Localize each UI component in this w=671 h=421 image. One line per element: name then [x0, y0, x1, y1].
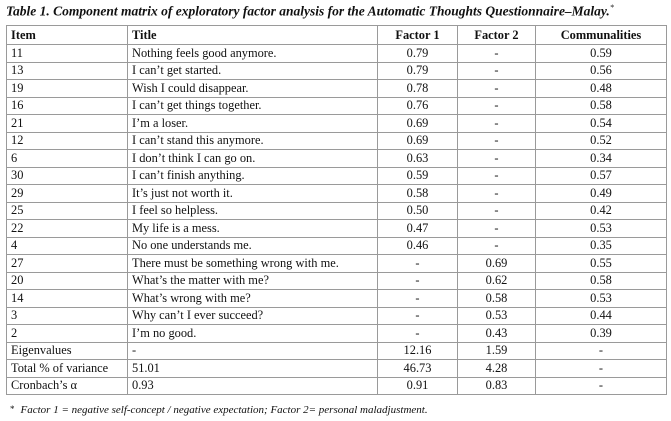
summary-label-cell: Cronbach’s α — [7, 377, 128, 395]
factor-1-loading-cell: 0.69 — [378, 115, 458, 133]
item-number-cell: 13 — [7, 62, 128, 80]
table-row — [7, 185, 667, 203]
table-row — [7, 115, 667, 133]
item-number-cell: 4 — [7, 237, 128, 255]
factor-2-loading-cell: - — [458, 167, 536, 185]
item-title-cell: I can’t get things together. — [128, 97, 378, 115]
factor-2-loading-cell: - — [458, 150, 536, 168]
summary-title-cell: 0.93 — [128, 377, 378, 395]
factor-1-loading-cell: 0.50 — [378, 202, 458, 220]
item-title-cell: I’m a loser. — [128, 115, 378, 133]
header-title: Title — [128, 26, 378, 45]
communality-cell: 0.39 — [536, 325, 667, 343]
factor-1-loading-cell: 0.78 — [378, 80, 458, 98]
communality-cell: 0.53 — [536, 220, 667, 238]
table-row — [7, 237, 667, 255]
table-row — [7, 45, 667, 63]
factor-1-loading-cell: - — [378, 290, 458, 308]
summary-factor-2-cell: 0.83 — [458, 377, 536, 395]
item-title-cell: No one understands me. — [128, 237, 378, 255]
factor-1-loading-cell: - — [378, 325, 458, 343]
table-caption — [6, 3, 666, 20]
factor-2-loading-cell: - — [458, 62, 536, 80]
item-number-cell: 19 — [7, 80, 128, 98]
caption-footnote-marker: * — [609, 3, 614, 12]
table-row — [7, 167, 667, 185]
table-row — [7, 62, 667, 80]
item-number-cell: 14 — [7, 290, 128, 308]
header-item: Item — [7, 26, 128, 45]
item-number-cell: 21 — [7, 115, 128, 133]
item-title-cell: It’s just not worth it. — [128, 185, 378, 203]
item-title-cell: I can’t finish anything. — [128, 167, 378, 185]
factor-1-loading-cell: 0.46 — [378, 237, 458, 255]
summary-row — [7, 377, 667, 395]
factor-2-loading-cell: - — [458, 202, 536, 220]
item-number-cell: 29 — [7, 185, 128, 203]
summary-factor-1-cell: 46.73 — [378, 360, 458, 378]
factor-2-loading-cell: - — [458, 80, 536, 98]
factor-2-loading-cell: - — [458, 237, 536, 255]
factor-1-loading-cell: 0.63 — [378, 150, 458, 168]
header-communalities: Communalities — [536, 26, 667, 45]
communality-cell: 0.59 — [536, 45, 667, 63]
item-number-cell: 11 — [7, 45, 128, 63]
table-row — [7, 220, 667, 238]
summary-factor-1-cell: 0.91 — [378, 377, 458, 395]
item-title-cell: I’m no good. — [128, 325, 378, 343]
summary-communalities-cell: - — [536, 360, 667, 378]
factor-2-loading-cell: - — [458, 97, 536, 115]
communality-cell: 0.54 — [536, 115, 667, 133]
factor-2-loading-cell: 0.62 — [458, 272, 536, 290]
item-title-cell: I can’t get started. — [128, 62, 378, 80]
factor-2-loading-cell: 0.43 — [458, 325, 536, 343]
communality-cell: 0.49 — [536, 185, 667, 203]
communality-cell: 0.48 — [536, 80, 667, 98]
communality-cell: 0.34 — [536, 150, 667, 168]
factor-2-loading-cell: - — [458, 185, 536, 203]
table-footnote — [10, 404, 665, 416]
item-number-cell: 6 — [7, 150, 128, 168]
summary-label-cell: Total % of variance — [7, 360, 128, 378]
item-title-cell: I don’t think I can go on. — [128, 150, 378, 168]
table-row — [7, 290, 667, 308]
communality-cell: 0.58 — [536, 272, 667, 290]
summary-communalities-cell: - — [536, 342, 667, 360]
item-title-cell: Why can’t I ever succeed? — [128, 307, 378, 325]
summary-factor-2-cell: 4.28 — [458, 360, 536, 378]
item-number-cell: 27 — [7, 255, 128, 273]
factor-2-loading-cell: - — [458, 220, 536, 238]
summary-factor-2-cell: 1.59 — [458, 342, 536, 360]
communality-cell: 0.57 — [536, 167, 667, 185]
item-title-cell: My life is a mess. — [128, 220, 378, 238]
factor-1-loading-cell: - — [378, 307, 458, 325]
header-factor-1: Factor 1 — [378, 26, 458, 45]
communality-cell: 0.56 — [536, 62, 667, 80]
item-number-cell: 3 — [7, 307, 128, 325]
table-row — [7, 150, 667, 168]
communality-cell: 0.58 — [536, 97, 667, 115]
communality-cell: 0.35 — [536, 237, 667, 255]
table-row — [7, 97, 667, 115]
factor-2-loading-cell: 0.69 — [458, 255, 536, 273]
factor-2-loading-cell: 0.58 — [458, 290, 536, 308]
factor-2-loading-cell: 0.53 — [458, 307, 536, 325]
summary-communalities-cell: - — [536, 377, 667, 395]
summary-title-cell: - — [128, 342, 378, 360]
factor-analysis-table — [6, 25, 667, 395]
table-row — [7, 255, 667, 273]
summary-row — [7, 342, 667, 360]
item-title-cell: I feel so helpless. — [128, 202, 378, 220]
summary-row — [7, 360, 667, 378]
summary-title-cell: 51.01 — [128, 360, 378, 378]
header-factor-2: Factor 2 — [458, 26, 536, 45]
table-row — [7, 80, 667, 98]
factor-1-loading-cell: 0.69 — [378, 132, 458, 150]
item-number-cell: 12 — [7, 132, 128, 150]
item-title-cell: There must be something wrong with me. — [128, 255, 378, 273]
item-number-cell: 2 — [7, 325, 128, 343]
communality-cell: 0.44 — [536, 307, 667, 325]
item-title-cell: Wish I could disappear. — [128, 80, 378, 98]
factor-1-loading-cell: 0.79 — [378, 45, 458, 63]
item-number-cell: 22 — [7, 220, 128, 238]
table-row — [7, 202, 667, 220]
item-number-cell: 30 — [7, 167, 128, 185]
caption-text: Table 1. Component matrix of exploratory factor analysis for the Automatic Thoughts Questionnaire–Malay. — [6, 3, 610, 19]
summary-label-cell: Eigenvalues — [7, 342, 128, 360]
factor-1-loading-cell: 0.79 — [378, 62, 458, 80]
item-number-cell: 25 — [7, 202, 128, 220]
table-header-row — [7, 26, 667, 45]
communality-cell: 0.42 — [536, 202, 667, 220]
footnote-text: Factor 1 = negative self-concept / negative expectation; Factor 2= personal maladjustment. — [20, 404, 428, 416]
factor-1-loading-cell: - — [378, 272, 458, 290]
table-row — [7, 132, 667, 150]
communality-cell: 0.55 — [536, 255, 667, 273]
factor-1-loading-cell: 0.58 — [378, 185, 458, 203]
factor-2-loading-cell: - — [458, 132, 536, 150]
factor-1-loading-cell: 0.47 — [378, 220, 458, 238]
footnote-marker: * — [10, 404, 15, 414]
factor-2-loading-cell: - — [458, 115, 536, 133]
communality-cell: 0.52 — [536, 132, 667, 150]
factor-1-loading-cell: 0.59 — [378, 167, 458, 185]
communality-cell: 0.53 — [536, 290, 667, 308]
item-title-cell: Nothing feels good anymore. — [128, 45, 378, 63]
table-row — [7, 272, 667, 290]
factor-1-loading-cell: 0.76 — [378, 97, 458, 115]
item-title-cell: I can’t stand this anymore. — [128, 132, 378, 150]
item-number-cell: 20 — [7, 272, 128, 290]
item-rows — [7, 45, 667, 343]
item-number-cell: 16 — [7, 97, 128, 115]
table-row — [7, 307, 667, 325]
factor-1-loading-cell: - — [378, 255, 458, 273]
factor-2-loading-cell: - — [458, 45, 536, 63]
item-title-cell: What’s wrong with me? — [128, 290, 378, 308]
summary-factor-1-cell: 12.16 — [378, 342, 458, 360]
item-title-cell: What’s the matter with me? — [128, 272, 378, 290]
summary-rows — [7, 342, 667, 395]
table-row — [7, 325, 667, 343]
